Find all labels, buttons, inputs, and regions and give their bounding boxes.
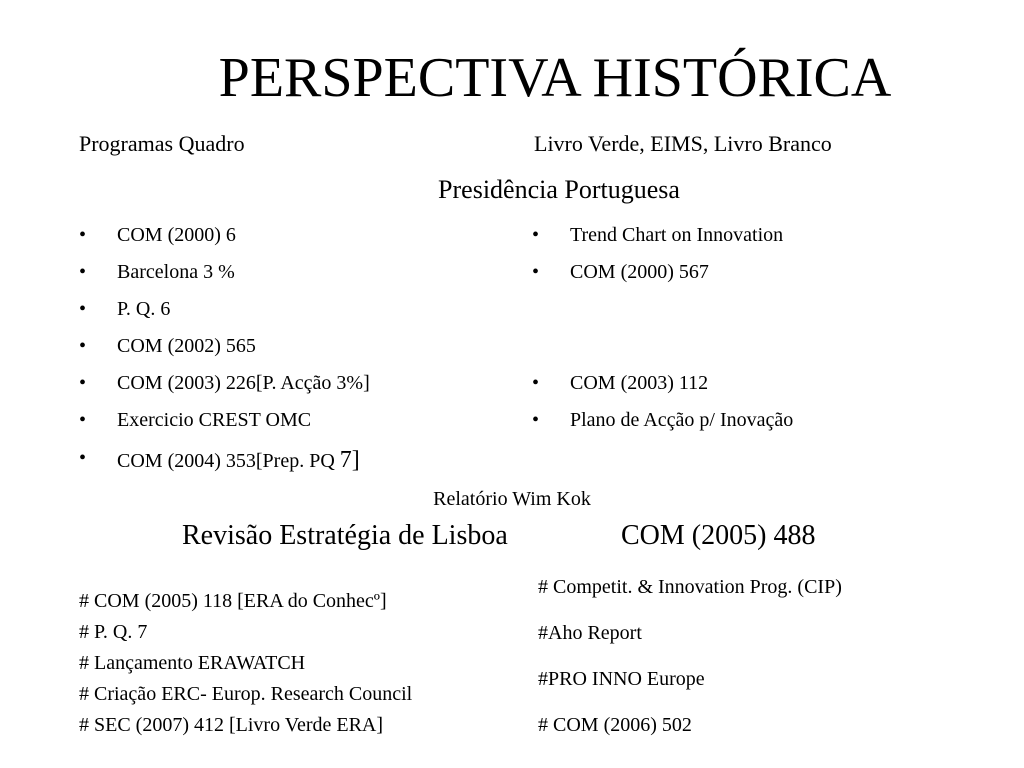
hash-item: #Aho Report <box>538 622 642 644</box>
bullet-icon: • <box>532 409 540 431</box>
hash-item: # COM (2006) 502 <box>538 714 692 736</box>
left-list-item-text <box>117 447 360 474</box>
hash-item: # SEC (2007) 412 [Livro Verde ERA] <box>79 714 384 736</box>
bullet-icon: • <box>532 224 540 246</box>
right-list-item-text: COM (2000) 567 <box>570 261 709 283</box>
left-list-item-text: COM (2003) 226[P. Acção 3%] <box>117 372 370 394</box>
left-list-item-main: COM (2004) 353[Prep. PQ <box>117 450 340 472</box>
left-list-item-text: P. Q. 6 <box>117 298 171 320</box>
hash-item: # Lançamento ERAWATCH <box>79 652 306 674</box>
header-livro-verde: Livro Verde, EIMS, Livro Branco <box>534 131 832 156</box>
right-list-item-text: Trend Chart on Innovation <box>570 224 784 246</box>
bullet-icon: • <box>79 447 87 469</box>
hash-item: # COM (2005) 118 [ERA do Conhecº] <box>79 590 387 612</box>
left-list-item-text: COM (2000) 6 <box>117 224 236 246</box>
right-list-item-text: Plano de Acção p/ Inovação <box>570 409 794 431</box>
bullet-icon: • <box>532 261 540 283</box>
header-programas-quadro: Programas Quadro <box>79 131 245 156</box>
header-presidencia: Presidência Portuguesa <box>438 175 680 204</box>
bullet-icon: • <box>532 372 540 394</box>
left-list-item-text: Barcelona 3 % <box>117 261 235 283</box>
left-list-item-text: Exercicio CREST OMC <box>117 409 312 431</box>
report-wim-kok: Relatório Wim Kok <box>433 488 591 510</box>
bullet-icon: • <box>79 224 87 246</box>
revision-com: COM (2005) 488 <box>621 520 816 551</box>
hash-item: # Competit. & Innovation Prog. (CIP) <box>538 576 842 598</box>
left-list-item-text: COM (2002) 565 <box>117 335 256 357</box>
hash-item: #PRO INNO Europe <box>538 668 705 690</box>
bullet-icon: • <box>79 261 87 283</box>
bullet-icon: • <box>79 409 87 431</box>
revision-lisbon-strategy: Revisão Estratégia de Lisboa <box>182 520 508 551</box>
bullet-icon: • <box>79 298 87 320</box>
bullet-icon: • <box>79 372 87 394</box>
hash-item: # Criação ERC- Europ. Research Council <box>79 683 413 705</box>
right-list-item-text: COM (2003) 112 <box>570 372 709 394</box>
hash-item: # P. Q. 7 <box>79 621 148 643</box>
page-title: PERSPECTIVA HISTÓRICA <box>218 47 892 109</box>
bullet-icon: • <box>79 335 87 357</box>
left-list-item-suffix: 7] <box>339 447 360 473</box>
